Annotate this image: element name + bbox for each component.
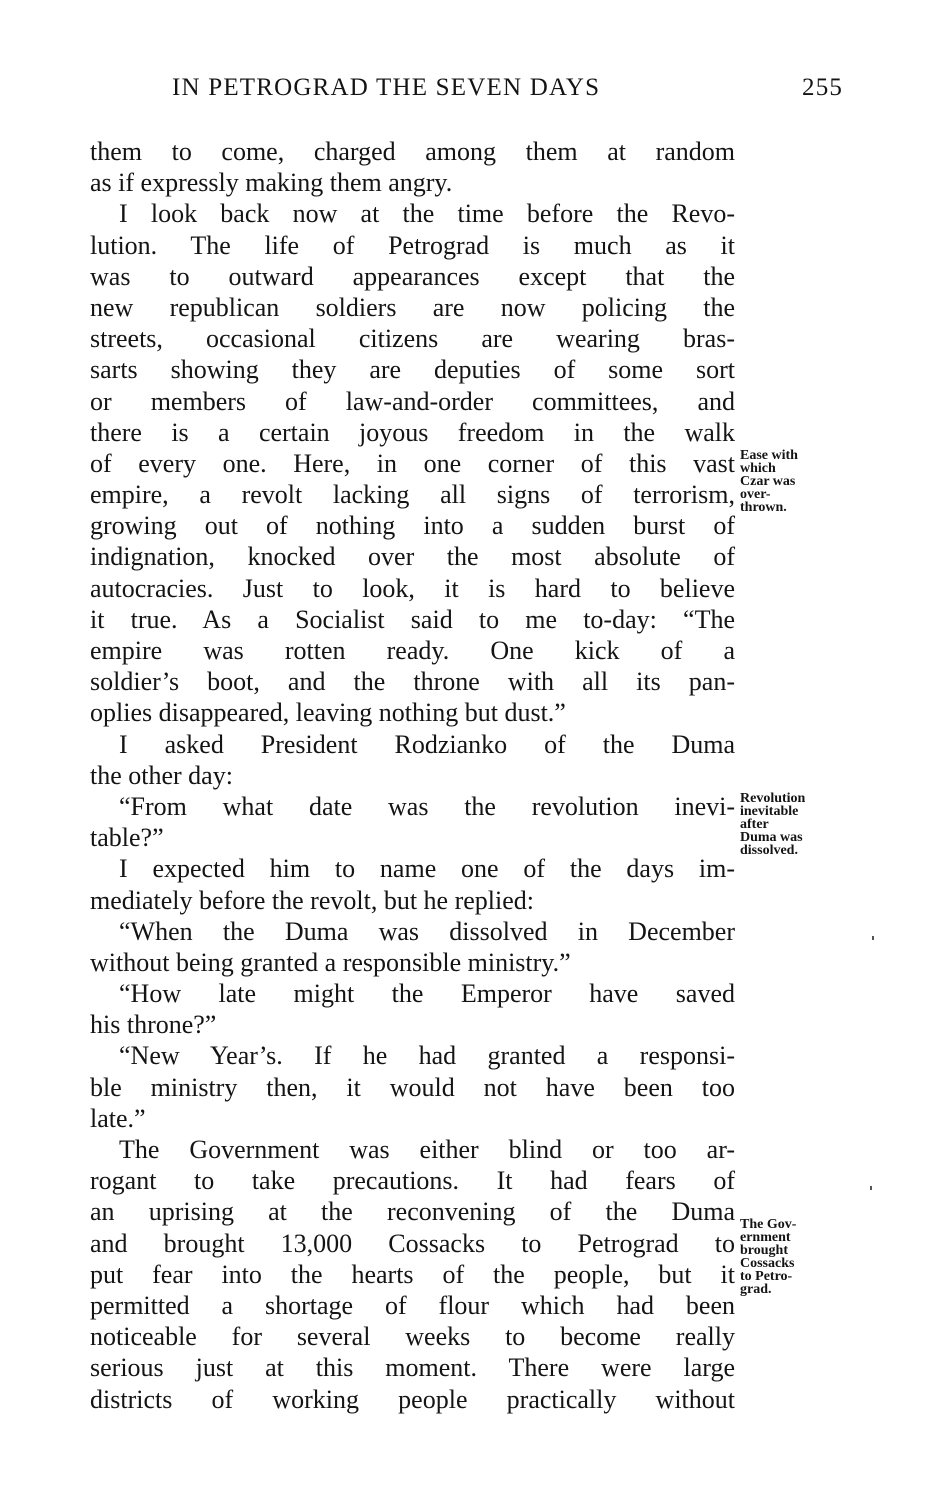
- text-line: there is a certain joyous freedom in the walk: [90, 417, 735, 447]
- scan-speck: [872, 936, 874, 940]
- text-line: indignation, knocked over the most absolute of: [90, 542, 735, 572]
- page-number: 255: [802, 74, 844, 101]
- text-line: as if expressly making them angry.: [90, 168, 453, 198]
- text-line: streets, occasional citizens are wearing bras-: [90, 324, 735, 354]
- running-title: IN PETROGRAD THE SEVEN DAYS: [172, 74, 601, 101]
- text-line: ble ministry then, it would not have been too: [90, 1072, 735, 1102]
- running-header: [172, 74, 862, 102]
- text-line: I expected him to name one of the days im-: [119, 854, 735, 884]
- text-line: “When the Duma was dissolved in December: [119, 916, 735, 946]
- text-line: lution. The life of Petrograd is much as it: [90, 230, 735, 260]
- text-line: districts of working people practically without: [90, 1384, 735, 1414]
- margin-note-line: Cossacks: [740, 1256, 795, 1271]
- margin-note-line: The Gov-: [740, 1217, 797, 1232]
- text-line: mediately before the revolt, but he replied:: [90, 885, 534, 915]
- margin-note: [740, 1218, 796, 1296]
- text-line: empire, a revolt lacking all signs of terrorism,: [90, 480, 735, 510]
- margin-note: [740, 449, 798, 514]
- text-line: late.”: [90, 1103, 146, 1133]
- margin-note-line: grad.: [740, 1282, 772, 1297]
- text-line: serious just at this moment. There were large: [90, 1353, 735, 1383]
- text-line: I look back now at the time before the Revo-: [119, 199, 735, 229]
- text-line: sarts showing they are deputies of some sort: [90, 355, 735, 385]
- text-line: it true. As a Socialist said to me to-day: “The: [90, 604, 735, 634]
- text-line: new republican soldiers are now policing the: [90, 292, 735, 322]
- text-line: table?”: [90, 823, 164, 853]
- margin-note-line: Czar was: [740, 474, 796, 489]
- margin-note-line: Revolution: [740, 791, 806, 806]
- text-line: without being granted a responsible ministry.”: [90, 947, 571, 977]
- text-line: oplies disappeared, leaving nothing but dust.”: [90, 698, 566, 728]
- margin-note-line: after: [740, 817, 769, 832]
- margin-note-line: Duma was: [740, 830, 803, 845]
- text-line: the other day:: [90, 760, 233, 790]
- text-line: was to outward appearances except that the: [90, 261, 735, 291]
- text-line: put fear into the hearts of the people, but it: [90, 1259, 735, 1289]
- margin-note-line: dissolved.: [740, 843, 798, 858]
- text-line: and brought 13,000 Cossacks to Petrograd to: [90, 1228, 735, 1258]
- scan-speck: [870, 1186, 872, 1190]
- margin-note-line: which: [740, 461, 776, 476]
- text-line: or members of law-and-order committees, and: [90, 386, 735, 416]
- text-line: an uprising at the reconvening of the Duma: [90, 1197, 735, 1227]
- margin-note-line: ernment: [740, 1230, 791, 1245]
- text-line: autocracies. Just to look, it is hard to believe: [90, 573, 735, 603]
- margin-note-line: to Petro-: [740, 1269, 793, 1284]
- text-line: “From what date was the revolution inevi-: [119, 791, 735, 821]
- text-line: The Government was either blind or too ar-: [119, 1135, 735, 1164]
- text-line: I asked President Rodzianko of the Duma: [119, 729, 735, 759]
- margin-note-line: over-: [740, 487, 771, 502]
- text-line: “How late might the Emperor have saved: [119, 979, 735, 1009]
- text-line: permitted a shortage of flour which had been: [90, 1290, 735, 1320]
- body-text: [90, 136, 735, 1415]
- text-line: them to come, charged among them at random: [90, 137, 735, 166]
- margin-note-line: Ease with: [740, 448, 798, 463]
- text-line: rogant to take precautions. It had fears of: [90, 1166, 735, 1196]
- margin-note-line: thrown.: [740, 500, 787, 515]
- text-line: empire was rotten ready. One kick of a: [90, 636, 735, 665]
- margin-note-line: inevitable: [740, 804, 799, 819]
- margin-note-line: brought: [740, 1243, 788, 1258]
- text-line: growing out of nothing into a sudden burst of: [90, 511, 735, 541]
- text-line: “New Year’s. If he had granted a responsi-: [119, 1041, 735, 1071]
- text-line: soldier’s boot, and the throne with all its pan-: [90, 667, 735, 697]
- margin-note: [740, 792, 805, 857]
- text-line: his throne?”: [90, 1010, 217, 1040]
- text-line: noticeable for several weeks to become really: [90, 1322, 735, 1352]
- text-line: of every one. Here, in one corner of this vast: [90, 448, 735, 478]
